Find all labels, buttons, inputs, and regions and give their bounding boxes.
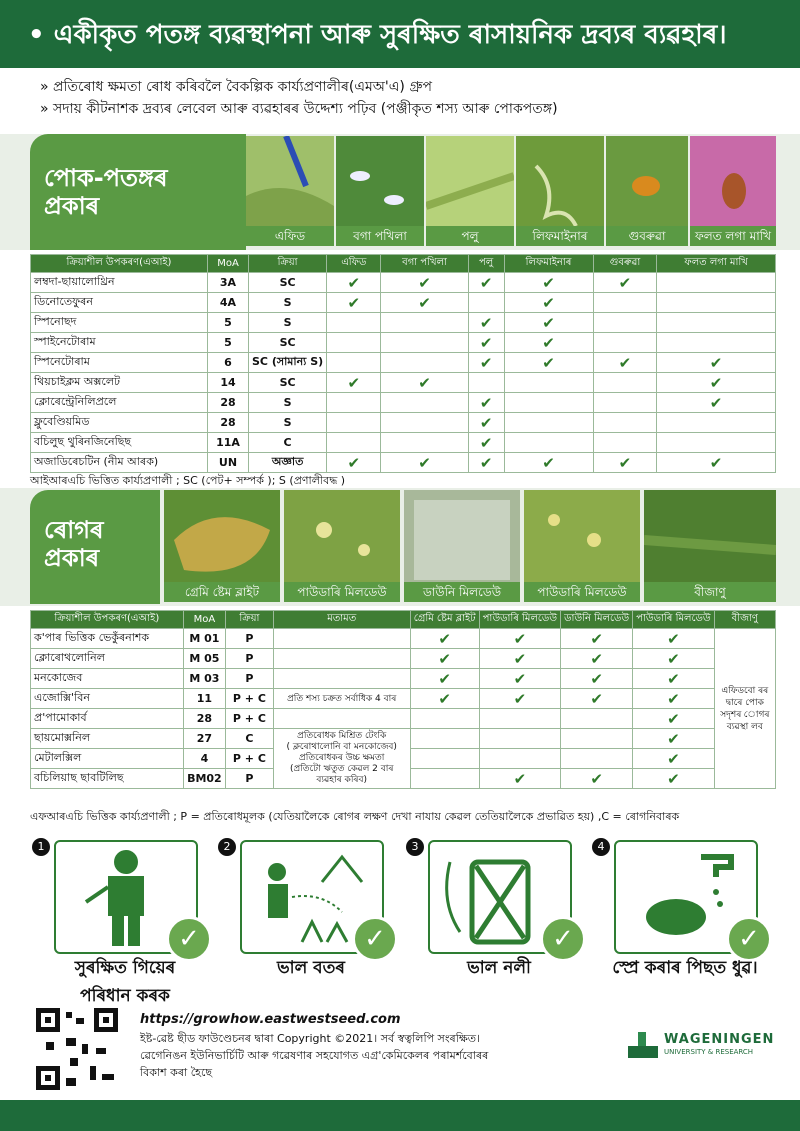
gummy-stem-blight-photo (164, 490, 280, 602)
check-icon: ✔ (633, 729, 714, 749)
check-icon: ✔ (633, 629, 714, 649)
check-icon: ✔ (381, 293, 468, 313)
check-icon: ✔ (593, 273, 657, 293)
check-icon: ✔ (504, 353, 593, 373)
step-number: 1 (32, 838, 50, 856)
col-header: মতামত (273, 611, 410, 629)
empty-cell (468, 373, 504, 393)
active-ingredient: বচিলিয়াছ ছাবটিলিছ (31, 769, 184, 789)
check-icon: ✔ (327, 293, 381, 313)
table-row (31, 333, 776, 353)
empty-cell (657, 333, 776, 353)
top-banner (0, 0, 800, 68)
table-row (31, 649, 776, 669)
col-header: ক্ৰিয়া (249, 255, 327, 273)
empty-cell (327, 333, 381, 353)
check-icon: ✔ (561, 649, 633, 669)
action-value: P (226, 649, 273, 669)
website-url[interactable]: https://growhow.eastwestseed.com (140, 1012, 401, 1027)
comment-cell (273, 649, 410, 669)
col-header: ক্ৰিয়াশীল উপকৰণ(এআই) (31, 255, 208, 273)
step-number: 3 (406, 838, 424, 856)
disease-note: এফআৰএচি ভিত্তিক কাৰ্য্যপ্ৰণালী ; P = প্ৰতিৰোধমূলক (যেতিয়ালৈকে ৰোগৰ লক্ষণ দেখা নাযায় কেৱল তেতিয়ালৈকে প্ৰভাৱিত হয়) ,C = ৰোগনিবাৰক (30, 810, 680, 823)
empty-cell (479, 729, 560, 749)
empty-cell (657, 273, 776, 293)
comment-line: (প্ৰতিটো ঋতুত কেৱল 2 বাৰ ব্যৱহাৰ কৰিব) (290, 764, 394, 785)
empty-cell (593, 393, 657, 413)
check-icon: ✔ (468, 333, 504, 353)
check-circle-icon: ✓ (540, 916, 586, 962)
moa-value: 4 (183, 749, 226, 769)
empty-cell (381, 413, 468, 433)
table-row (31, 629, 776, 649)
table-row (31, 313, 776, 333)
action-value: অজ্ঞাত (249, 453, 327, 473)
check-icon: ✔ (657, 373, 776, 393)
active-ingredient: স্পাইনেটোৰাম (31, 333, 208, 353)
powdery-mildew-caption: পাউডাৰি মিলডেউ (284, 582, 400, 602)
check-icon: ✔ (561, 689, 633, 709)
table-row (31, 729, 776, 749)
fruitfly-caption: ফলত লগা মাখি (690, 226, 776, 246)
disease-table-body (31, 629, 776, 789)
step-3 (411, 840, 578, 960)
credit-line-2: বিকাশ কৰা হৈছে (140, 1066, 213, 1079)
comment-line: প্ৰতিৰোধকৰ উচ্চ ক্ষমতা (299, 753, 385, 763)
empty-cell (593, 373, 657, 393)
empty-cell (657, 293, 776, 313)
check-icon: ✔ (633, 769, 714, 789)
check-icon: ✔ (381, 453, 468, 473)
check-icon: ✔ (504, 293, 593, 313)
table-row (31, 669, 776, 689)
active-ingredient: লম্বদা-ছায়ালোথ্ৰিন (31, 273, 208, 293)
check-icon: ✔ (633, 709, 714, 729)
active-ingredient: অজাডিৰেচটিন (নীম আৰক) (31, 453, 208, 473)
empty-cell (327, 413, 381, 433)
moa-value: M 01 (183, 629, 226, 649)
qr-code[interactable] (36, 1008, 118, 1090)
check-icon: ✔ (561, 669, 633, 689)
check-circle-icon: ✓ (166, 916, 212, 962)
action-value: P (226, 629, 273, 649)
empty-cell (657, 433, 776, 453)
col-header: পাউডাৰি মিলডেউ (633, 611, 714, 629)
powdery-mildew-2-caption: পাউডাৰি মিলডেউ (524, 582, 640, 602)
pest-section-title-2: প্ৰকাৰ (44, 192, 100, 220)
check-icon: ✔ (410, 669, 479, 689)
empty-cell (479, 709, 560, 729)
check-icon: ✔ (468, 433, 504, 453)
wageningen-logo-icon (628, 1032, 658, 1058)
credit-line-1: ৱেগেনিঙন ইউনিভাৰ্চিটি আৰু গৱেষণাৰ সহযোগত এগ্ৰ'কেমিকেলৰ পৰামৰ্শবোৰৰ (140, 1049, 489, 1062)
check-circle-icon: ✓ (352, 916, 398, 962)
comment-cell (273, 709, 410, 729)
action-value: S (249, 393, 327, 413)
empty-cell (561, 709, 633, 729)
check-icon: ✔ (468, 313, 504, 333)
active-ingredient: এজোক্সি'বিন (31, 689, 184, 709)
step-4-label: স্প্ৰে কৰাৰ পিছত ধুৱ। (612, 958, 758, 978)
action-value: C (226, 729, 273, 749)
empty-cell (410, 709, 479, 729)
moa-value: 28 (183, 709, 226, 729)
active-ingredient: মেটালক্সিল (31, 749, 184, 769)
leafminer-caption: লিফমাইনাৰ (516, 226, 604, 246)
active-ingredient: ক্লোৰোথলোনিল (31, 649, 184, 669)
pest-section-tab (30, 134, 246, 250)
col-header: ক্ৰিয়াশীল উপকৰণ(এআই) (31, 611, 184, 629)
check-icon: ✔ (468, 273, 504, 293)
check-icon: ✔ (479, 669, 560, 689)
step-number: 2 (218, 838, 236, 856)
bacteria-photo (644, 490, 776, 602)
pest-section-title-1: পোক-পতঙ্গৰ (44, 164, 168, 192)
col-header: বগা পখিলা (381, 255, 468, 273)
action-value: P + C (226, 689, 273, 709)
moa-value: 4A (208, 293, 249, 313)
empty-cell (593, 313, 657, 333)
disease-table (30, 610, 776, 789)
step-1-label-line-1: সুৰক্ষিত গিয়েৰ (74, 958, 176, 978)
intro-notes (40, 76, 558, 120)
step-1 (37, 840, 204, 960)
table-row (31, 689, 776, 709)
empty-cell (410, 729, 479, 749)
empty-cell (504, 413, 593, 433)
active-ingredient: ক'পাৰ ভিত্তিক ভেকুঁৰনাশক (31, 629, 184, 649)
empty-cell (504, 373, 593, 393)
logo-subtitle: UNIVERSITY & RESEARCH (664, 1048, 754, 1056)
empty-cell (410, 769, 479, 789)
empty-cell (593, 433, 657, 453)
col-header: পলু (468, 255, 504, 273)
disease-section-title-2: প্ৰকাৰ (44, 544, 100, 572)
moa-value: 27 (183, 729, 226, 749)
fruitfly-photo (690, 136, 776, 246)
logo-name: WAGENINGEN (664, 1032, 775, 1047)
check-icon: ✔ (657, 453, 776, 473)
empty-cell (327, 393, 381, 413)
check-icon: ✔ (468, 393, 504, 413)
aphid-photo (246, 136, 334, 246)
col-header: ফলত লগা মাখি (657, 255, 776, 273)
check-icon: ✔ (504, 313, 593, 333)
check-icon: ✔ (479, 629, 560, 649)
empty-cell (593, 333, 657, 353)
col-header: গ্ৰেমি ষ্টেম ব্লাইট (410, 611, 479, 629)
check-icon: ✔ (479, 649, 560, 669)
comment-cell (273, 629, 410, 649)
check-icon: ✔ (633, 669, 714, 689)
page-title: • একীকৃত পতঙ্গ ব্যৱস্থাপনা আৰু সুৰক্ষিত ৰাসায়নিক দ্ৰব্যৰ ব্যৱহাৰ। (28, 20, 727, 50)
step-1-label (50, 955, 200, 1011)
leafminer-photo (516, 136, 604, 246)
active-ingredient: মনকোজেব (31, 669, 184, 689)
check-icon: ✔ (657, 353, 776, 373)
check-icon: ✔ (633, 689, 714, 709)
pest-note: আইআৰএচি ভিত্তিত কাৰ্য্যপ্ৰণালী ; SC (পেট+ সম্পৰ্ক ); S (প্ৰণালীবদ্ধ ) (30, 474, 346, 487)
empty-cell (657, 413, 776, 433)
moa-value: 6 (208, 353, 249, 373)
col-header: এফিড (327, 255, 381, 273)
check-icon: ✔ (561, 769, 633, 789)
empty-cell (561, 729, 633, 749)
check-icon: ✔ (633, 749, 714, 769)
table-row (31, 373, 776, 393)
col-header: MoA (208, 255, 249, 273)
check-icon: ✔ (410, 649, 479, 669)
empty-cell (593, 293, 657, 313)
bacteria-caption: বীজাণু (644, 582, 776, 602)
action-value: P (226, 769, 273, 789)
check-icon: ✔ (327, 453, 381, 473)
active-ingredient: ছায়মোক্সনিল (31, 729, 184, 749)
moa-value: 14 (208, 373, 249, 393)
pest-table (30, 254, 776, 473)
empty-cell (327, 353, 381, 373)
moa-value: M 03 (183, 669, 226, 689)
empty-cell (381, 433, 468, 453)
check-icon: ✔ (593, 453, 657, 473)
downy-mildew-caption: ডাউনি মিলডেউ (404, 582, 520, 602)
active-ingredient: থিয়চাইক্লম অক্সলেট (31, 373, 208, 393)
check-icon: ✔ (657, 393, 776, 413)
moa-value: 5 (208, 313, 249, 333)
empty-cell (593, 413, 657, 433)
disease-section-tab (30, 490, 160, 604)
active-ingredient: স্পিনোছদ (31, 313, 208, 333)
whitefly-photo (336, 136, 424, 246)
table-row (31, 453, 776, 473)
action-value: S (249, 313, 327, 333)
powdery-mildew-2-photo (524, 490, 640, 602)
moa-value: 28 (208, 413, 249, 433)
empty-cell (504, 393, 593, 413)
check-circle-icon: ✓ (726, 916, 772, 962)
table-row (31, 353, 776, 373)
moa-value: M 05 (183, 649, 226, 669)
col-header: MoA (183, 611, 226, 629)
moa-value: 28 (208, 393, 249, 413)
empty-cell (381, 353, 468, 373)
action-value: SC (সামান্য S) (249, 353, 327, 373)
comment-cell (273, 729, 410, 789)
table-row (31, 273, 776, 293)
action-value: P + C (226, 749, 273, 769)
empty-cell (381, 393, 468, 413)
caterpillar-photo (426, 136, 514, 246)
check-icon: ✔ (381, 373, 468, 393)
empty-cell (657, 313, 776, 333)
col-header: ক্ৰিয়া (226, 611, 273, 629)
check-icon: ✔ (504, 453, 593, 473)
beetle-photo (606, 136, 688, 246)
check-icon: ✔ (410, 689, 479, 709)
table-row (31, 709, 776, 729)
empty-cell (561, 749, 633, 769)
empty-cell (381, 313, 468, 333)
active-ingredient: স্পিনেটোৰাম (31, 353, 208, 373)
check-icon: ✔ (479, 689, 560, 709)
empty-cell (504, 433, 593, 453)
moa-value: UN (208, 453, 249, 473)
empty-cell (410, 749, 479, 769)
check-icon: ✔ (327, 373, 381, 393)
comment-line: প্ৰতিৰোধক মিশ্ৰিত টেংকি (297, 731, 387, 741)
action-value: S (249, 413, 327, 433)
col-header: বীজাণু (714, 611, 775, 629)
col-header: লিফমাইনাৰ (504, 255, 593, 273)
comment-cell: প্ৰতি শস্য চক্ৰত সৰ্বাধিক 4 বাৰ (273, 689, 410, 709)
step-number: 4 (592, 838, 610, 856)
check-icon: ✔ (468, 453, 504, 473)
check-icon: ✔ (468, 413, 504, 433)
empty-cell (479, 749, 560, 769)
moa-value: 5 (208, 333, 249, 353)
active-ingredient: ডিনোতেফুৰন (31, 293, 208, 313)
pest-table-header (31, 255, 776, 273)
step-1-label-line-2: পৰিধান কৰক (80, 986, 170, 1006)
aphid-caption: এফিড (246, 226, 334, 246)
check-icon: ✔ (327, 273, 381, 293)
intro-line: » প্ৰতিৰোধ ক্ষমতা ৰোধ কৰিবলৈ বৈকল্পিক কাৰ্য্যপ্ৰণালীৰ(এমঅ'এ) গ্ৰুপ (40, 79, 433, 95)
action-value: P (226, 669, 273, 689)
footer-band (0, 1100, 800, 1131)
copyright-block (140, 1030, 488, 1081)
check-icon: ✔ (381, 273, 468, 293)
powdery-mildew-photo (284, 490, 400, 602)
active-ingredient: ক্লোৰেন্ট্ৰেনিলিপ্ৰলে (31, 393, 208, 413)
col-header: পাউডাৰি মিলডেউ (479, 611, 560, 629)
bacteria-note: এফিডবো ৰৰ দ্বাৰে পোক সদৃশৰ োগৰ ব্যৱস্থা লব (714, 629, 775, 789)
action-value: SC (249, 373, 327, 393)
action-value: S (249, 293, 327, 313)
moa-value: 11A (208, 433, 249, 453)
action-value: SC (249, 273, 327, 293)
gummy-stem-blight-caption: গ্ৰেমি ষ্টেম ব্লাইট (164, 582, 280, 602)
check-icon: ✔ (479, 769, 560, 789)
action-value: SC (249, 333, 327, 353)
table-row (31, 293, 776, 313)
check-icon: ✔ (410, 629, 479, 649)
empty-cell (327, 433, 381, 453)
active-ingredient: প্ৰ'পামোকাৰ্ব (31, 709, 184, 729)
comment-cell (273, 669, 410, 689)
step-3-label: ভাল নলী (467, 958, 531, 978)
check-icon: ✔ (561, 629, 633, 649)
downy-mildew-photo (404, 490, 520, 602)
active-ingredient: বচিলুছ থুৰিনজিনেছিছ (31, 433, 208, 453)
table-row (31, 413, 776, 433)
action-value: C (249, 433, 327, 453)
step-4 (597, 840, 764, 960)
check-icon: ✔ (504, 273, 593, 293)
moa-value: 3A (208, 273, 249, 293)
empty-cell (468, 293, 504, 313)
col-header: ডাউনি মিলডেউ (561, 611, 633, 629)
col-header: গুবৰুৱা (593, 255, 657, 273)
table-row (31, 433, 776, 453)
table-row (31, 393, 776, 413)
comment-line: ( ক্লৰোথালোনি বা মনকোজেব) (286, 742, 397, 752)
step-2-label: ভাল বতৰ (277, 958, 345, 978)
whitefly-caption: বগা পখিলা (336, 226, 424, 246)
disease-section-title-1: ৰোগৰ (44, 516, 104, 544)
pest-table-body (31, 273, 776, 473)
moa-value: 11 (183, 689, 226, 709)
check-icon: ✔ (593, 353, 657, 373)
step-2 (223, 840, 390, 960)
copyright-text: ইষ্ট-ৱেষ্ট ছীড ফাউণ্ডেচনৰ দ্বাৰা Copyright ©2021। সৰ্ব স্বত্বলিপি সংৰক্ষিত। (140, 1032, 480, 1045)
active-ingredient: ফ্লুবেণ্ডিয়মিড (31, 413, 208, 433)
disease-table-header (31, 611, 776, 629)
check-icon: ✔ (468, 353, 504, 373)
check-icon: ✔ (504, 333, 593, 353)
empty-cell (327, 313, 381, 333)
intro-line: » সদায় কীটনাশক দ্ৰব্যৰ লেবেল আৰু ব্যৱহাৰৰ উদ্দেশ্য পঢ়িব (পঞ্জীকৃত শস্য আৰু পোকপতঙ্গ) (40, 101, 558, 117)
wageningen-logo (628, 1030, 775, 1060)
beetle-caption: গুবৰুৱা (606, 226, 688, 246)
moa-value: BM02 (183, 769, 226, 789)
caterpillar-caption: পলু (426, 226, 514, 246)
empty-cell (381, 333, 468, 353)
check-icon: ✔ (633, 649, 714, 669)
action-value: P + C (226, 709, 273, 729)
